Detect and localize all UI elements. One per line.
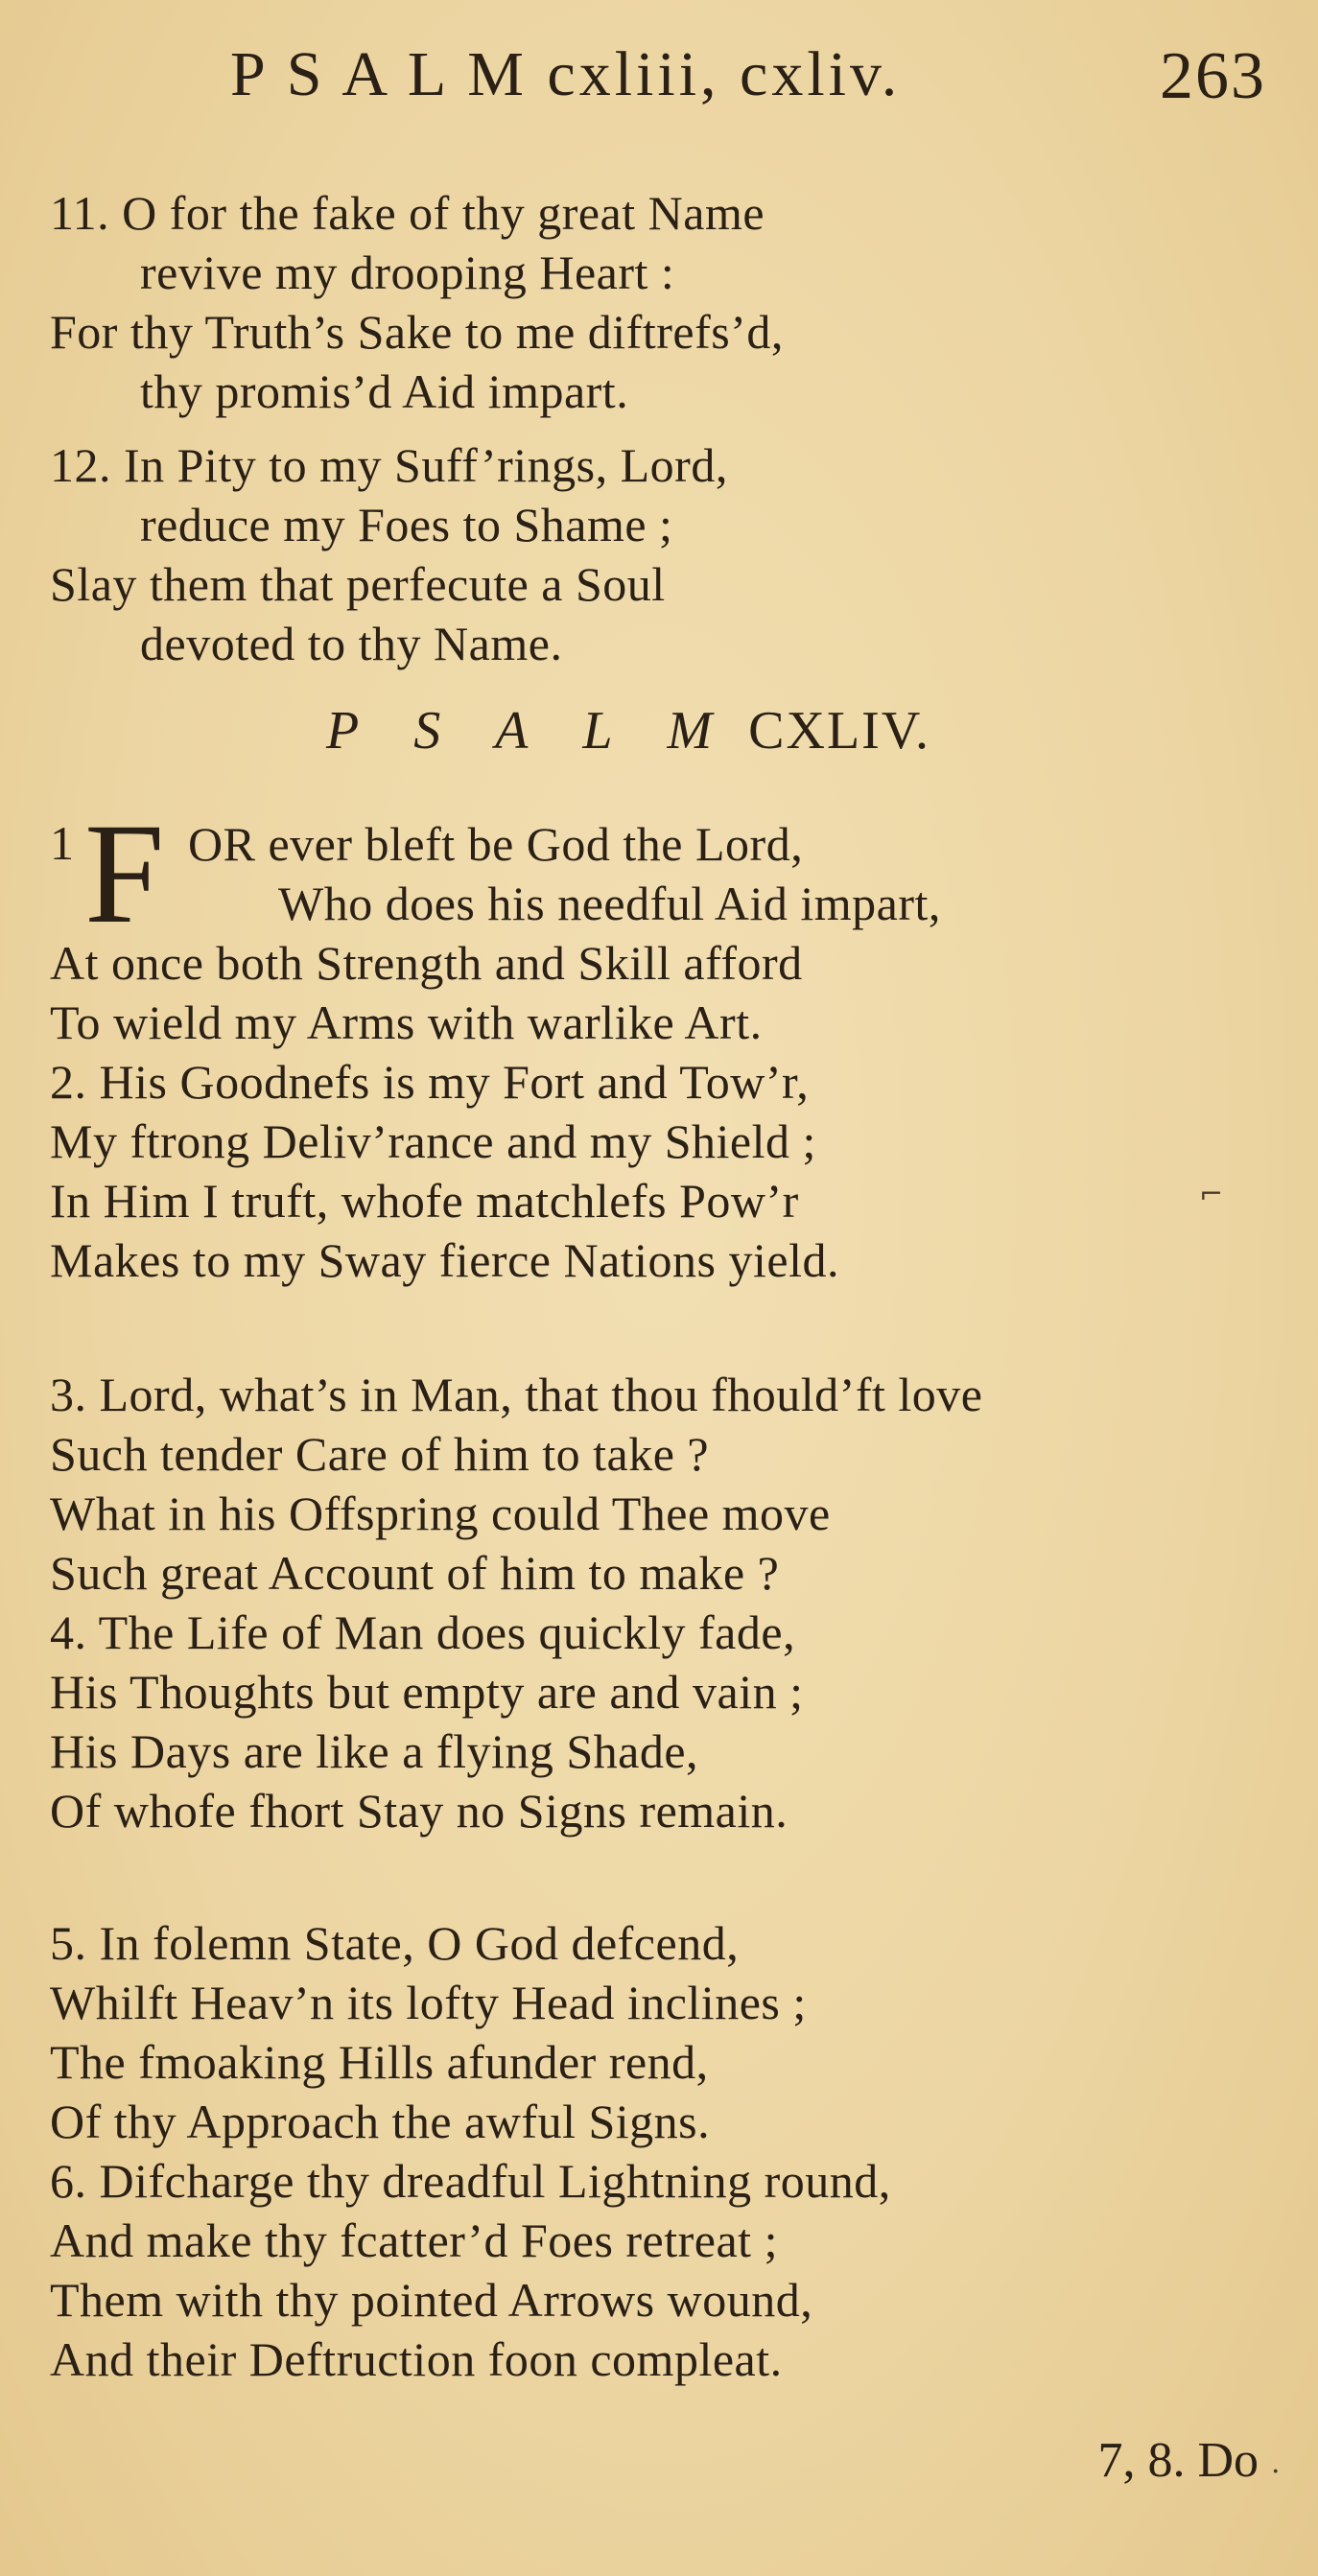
psalm144-line-6: My ftrong Deliv’rance and my Shield ;: [50, 1114, 816, 1168]
psalm144-line-1: OR ever bleft be God the Lord,: [188, 817, 804, 871]
psalm144-line-2: Who does his needful Aid impart,: [278, 877, 941, 930]
verse-number: 1: [50, 816, 74, 870]
drop-cap: F: [84, 794, 165, 953]
psalm-heading: [326, 700, 930, 761]
psalm-heading-word: P S A L M: [326, 701, 734, 761]
psalm144-line-13: 4. The Life of Man does quickly fade,: [50, 1605, 796, 1659]
ink-speck: ⌐: [1199, 1178, 1224, 1211]
psalm143-line-6: reduce my Foes to Shame ;: [140, 498, 673, 551]
psalm144-line-5: 2. His Goodnefs is my Fort and Tow’r,: [50, 1055, 810, 1109]
psalm143-line-7: Slay them that perfecute a Soul: [50, 557, 666, 611]
catchword: 7, 8. Do: [1097, 2433, 1259, 2488]
psalm144-line-20: Of thy Approach the awful Signs.: [50, 2095, 711, 2148]
psalm143-line-4: thy promis’d Aid impart.: [140, 364, 629, 418]
psalm144-line-4: To wield my Arms with warlike Art.: [50, 995, 763, 1049]
psalm144-line-23: Them with thy pointed Arrows wound,: [50, 2273, 813, 2327]
psalm144-line-16: Of whofe fhort Stay no Signs remain.: [50, 1784, 788, 1838]
psalm144-line-21: 6. Difcharge thy dreadful Lightning round,: [50, 2154, 891, 2208]
psalm143-line-3: For thy Truth’s Sake to me diftrefs’d,: [50, 305, 784, 359]
psalm144-line-11: What in his Offspring could Thee move: [50, 1487, 831, 1540]
psalm144-line-24: And their Deftruction foon compleat.: [50, 2332, 783, 2386]
psalm144-line-7: In Him I truft, whofe matchlefs Pow’r: [50, 1174, 799, 1228]
psalm143-line-2: revive my drooping Heart :: [140, 246, 675, 299]
psalm144-line-19: The fmoaking Hills afunder rend,: [50, 2035, 709, 2089]
psalm144-line-10: Such tender Care of him to take ?: [50, 1427, 710, 1481]
psalm144-line-12: Such great Account of him to make ?: [50, 1546, 780, 1600]
running-header: [230, 29, 1266, 115]
psalm144-line-9: 3. Lord, what’s in Man, that thou fhould’ft love: [50, 1368, 983, 1421]
psalm144-line-22: And make thy fcatter’d Foes retreat ;: [50, 2213, 778, 2267]
psalm143-line-5: 12. In Pity to my Suff’rings, Lord,: [50, 438, 728, 492]
running-title: P S A L M cxliii, cxliv.: [230, 39, 902, 109]
psalm144-line-18: Whilft Heav’n its lofty Head inclines ;: [50, 1976, 807, 2029]
psalm144-line-17: 5. In folemn State, O God defcend,: [50, 1916, 740, 1970]
psalm144-line-14: His Thoughts but empty are and vain ;: [50, 1665, 804, 1719]
psalm143-line-8: devoted to thy Name.: [140, 617, 563, 670]
ink-speck: ·: [1271, 2455, 1281, 2489]
psalm144-line-15: His Days are like a flying Shade,: [50, 1724, 699, 1778]
psalm-heading-numeral: CXLIV.: [748, 701, 931, 761]
psalm144-line-3: At once both Strength and Skill afford: [50, 936, 803, 990]
page-number: 263: [1160, 39, 1266, 113]
psalm144-line-8: Makes to my Sway fierce Nations yield.: [50, 1233, 839, 1287]
psalm143-line-1: 11. O for the fake of thy great Name: [50, 186, 765, 240]
